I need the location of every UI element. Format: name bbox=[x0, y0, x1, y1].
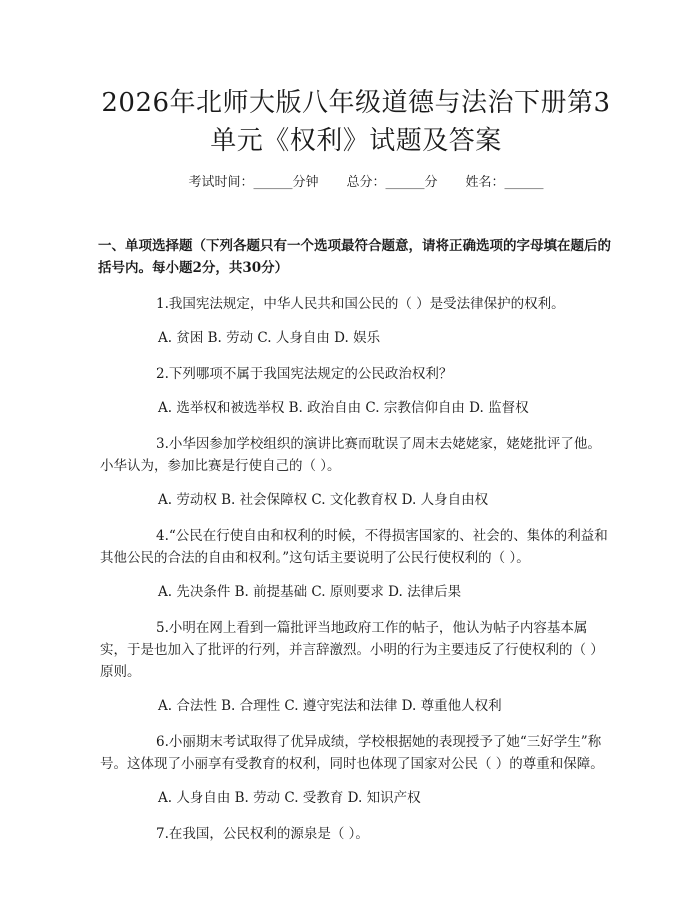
question-options: A. 劳动权 B. 社会保障权 C. 文化教育权 D. 人身自由权 bbox=[158, 492, 489, 508]
question-number: 2. bbox=[156, 366, 169, 382]
question-number: 3. bbox=[156, 436, 169, 452]
total-score-field: 总分：______分 bbox=[346, 175, 438, 190]
question-number: 6. bbox=[156, 734, 169, 750]
section-heading: 一、单项选择题（下列各题只有一个选项最符合题意，请将正确选项的字母填在题后的括号内。每小题2分，共30分） bbox=[98, 238, 611, 276]
question-stem: 小华因参加学校组织的演讲比赛而耽误了周末去姥姥家，姥姥批评了他。小华认为，参加比赛是行使自己的（ ）。 bbox=[100, 436, 601, 474]
question-options: A. 选举权和被选举权 B. 政治自由 C. 宗教信仰自由 D. 监督权 bbox=[158, 400, 529, 416]
question-item bbox=[100, 433, 612, 511]
question-item bbox=[100, 617, 612, 717]
question-number: 7. bbox=[156, 826, 169, 842]
question-item bbox=[100, 823, 612, 845]
question-text bbox=[100, 363, 612, 385]
page-title: 2026年北师大版八年级道德与法治下册第3单元《权利》试题及答案 bbox=[101, 88, 611, 156]
question-stem: “公民在行使自由和权利的时候，不得损害国家的、社会的、集体的利益和其他公民的合法的自由和权利。”这句话主要说明了公民行使权利的（ ）。 bbox=[100, 528, 608, 566]
question-text bbox=[100, 731, 612, 775]
question-item bbox=[100, 293, 612, 349]
question-stem: 下列哪项不属于我国宪法规定的公民政治权利？ bbox=[168, 366, 453, 382]
exam-info bbox=[100, 173, 612, 193]
name-field: 姓名：______ bbox=[465, 175, 544, 190]
question-stem: 小丽期末考试取得了优异成绩，学校根据她的表现授予了她“三好学生”称号。这体现了小丽享有受教育的权利，同时也体现了国家对公民（ ）的尊重和保障。 bbox=[100, 734, 604, 772]
question-text bbox=[100, 293, 612, 315]
question-item bbox=[100, 731, 612, 809]
question-number: 4. bbox=[156, 528, 169, 544]
question-text bbox=[100, 525, 612, 569]
question-options: A. 先决条件 B. 前提基础 C. 原则要求 D. 法律后果 bbox=[158, 584, 462, 600]
question-text bbox=[100, 433, 612, 477]
question-list bbox=[100, 293, 612, 845]
question-options: A. 合法性 B. 合理性 C. 遵守宪法和法律 D. 尊重他人权利 bbox=[158, 698, 502, 714]
question-text bbox=[100, 617, 612, 683]
question-number: 5. bbox=[156, 620, 169, 636]
question-stem: 在我国，公民权利的源泉是（ ）。 bbox=[168, 826, 369, 842]
question-stem: 小明在网上看到一篇批评当地政府工作的帖子，他认为帖子内容基本属实，于是也加入了批评的行列，并言辞激烈。小明的行为主要违反了行使权利的（ ）原则。 bbox=[100, 620, 604, 680]
question-number: 1. bbox=[156, 296, 169, 312]
question-item bbox=[100, 363, 612, 419]
question-text bbox=[100, 823, 612, 845]
question-options: A. 贫困 B. 劳动 C. 人身自由 D. 娱乐 bbox=[158, 330, 381, 346]
question-item bbox=[100, 525, 612, 603]
exam-time-field: 考试时间：______分钟 bbox=[188, 175, 319, 190]
question-stem: 我国宪法规定，中华人民共和国公民的（ ）是受法律保护的权利。 bbox=[168, 296, 565, 312]
question-options: A. 人身自由 B. 劳动 C. 受教育 D. 知识产权 bbox=[158, 790, 421, 806]
